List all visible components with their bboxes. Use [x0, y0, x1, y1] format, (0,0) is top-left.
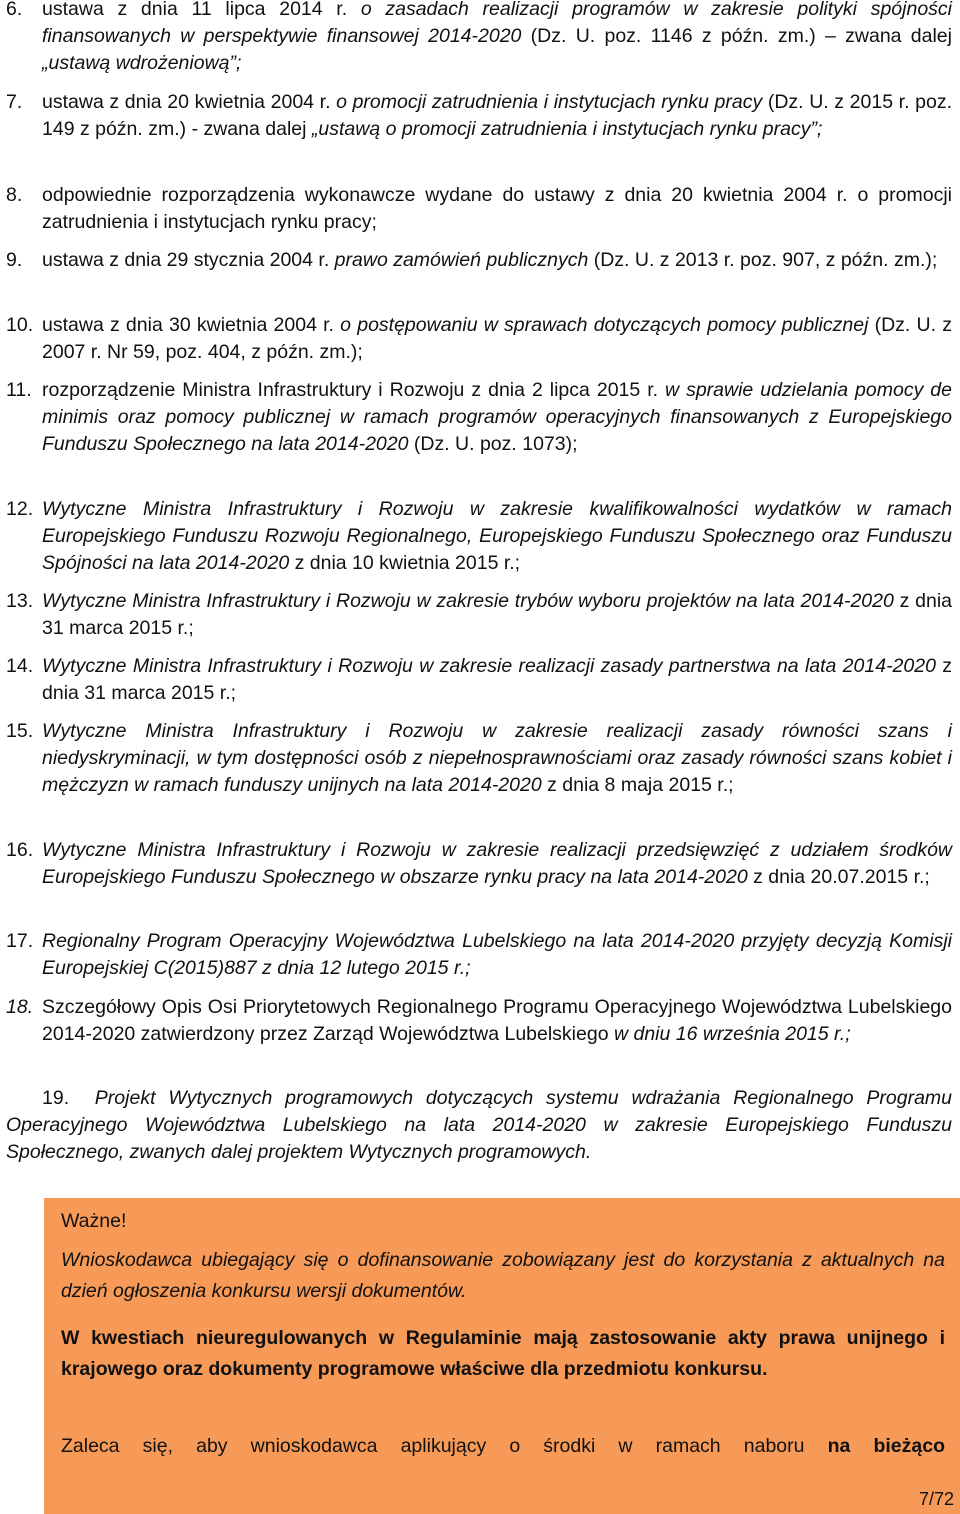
- list-item-6: [0, 0, 952, 77]
- list-text: ustawa z dnia 20 kwietnia 2004 r. o promocji zatrudnienia i instytucjach rynku pracy (Dz. U. z 2015 r. poz. 149 z późn. zm.) - zwana dalej „ustawą o promocji zatrudnienia i instytucjach rynku pracy”;: [42, 91, 952, 140]
- list-item-8: [0, 182, 952, 236]
- notice-paragraph-2: W kwestiach nieuregulowanych w Regulaminie mają zastosowanie akty prawa unijnego i krajowego oraz dokumenty programowe właściwe dla przedmiotu konkursu.: [61, 1327, 945, 1380]
- list-number: 17.: [6, 930, 34, 952]
- list-number: 14.: [6, 655, 34, 677]
- list-text: ustawa z dnia 11 lipca 2014 r. o zasadach realizacji programów w zakresie polityki spójności finansowanych w perspektywie finansowej 2014-2020 (Dz. U. poz. 1146 z późn. zm.) – zwana dalej „ustawą wdrożeniową”;: [42, 0, 952, 74]
- list-text: Wytyczne Ministra Infrastruktury i Rozwoju w zakresie realizacji zasady partnerstwa na lata 2014-2020 z dnia 31 marca 2015 r.;: [42, 655, 953, 704]
- list-item-14: [0, 653, 952, 707]
- list-number: 10.: [6, 314, 34, 336]
- list-number: 6.: [6, 0, 23, 20]
- page-number: 7/72: [918, 1489, 954, 1509]
- list-item-17: [0, 928, 952, 982]
- list-text: Wytyczne Ministra Infrastruktury i Rozwoju w zakresie realizacji zasady równości szans i niedyskryminacji, w tym dostępności osób z niepełnosprawnościami oraz zasady równości szans kobiet i mężczyzn w ramach funduszy unijnych na lata 2014-2020 z dnia 8 maja 2015 r.;: [42, 720, 952, 796]
- list-text: Szczegółowy Opis Osi Priorytetowych Regionalnego Programu Operacyjnego Województwa Lubelskiego 2014-2020 zatwierdzony przez Zarząd Województwa Lubelskiego w dniu 16 września 2015 r.;: [42, 996, 952, 1045]
- list-text: Wytyczne Ministra Infrastruktury i Rozwoju w zakresie trybów wyboru projektów na lata 2014-2020 z dnia 31 marca 2015 r.;: [42, 590, 952, 639]
- list-text: Regionalny Program Operacyjny Województwa Lubelskiego na lata 2014-2020 przyjęty decyzją Komisji Europejskiej C(2015)887 z dnia 12 lutego 2015 r.;: [42, 930, 952, 979]
- list-item-12: [0, 496, 952, 577]
- list-item-13: [0, 588, 952, 642]
- list-number: 15.: [6, 720, 34, 742]
- list-text: ustawa z dnia 30 kwietnia 2004 r. o postępowaniu w sprawach dotyczących pomocy publicznej (Dz. U. z 2007 r. Nr 59, poz. 404, z późn. zm.);: [42, 314, 953, 363]
- list-number: 12.: [6, 498, 34, 520]
- list-item-18: [0, 994, 952, 1048]
- important-notice-box: [44, 1198, 960, 1514]
- list-item-9: [0, 247, 952, 274]
- notice-paragraph-3: Zaleca się, aby wnioskodawca aplikujący o środki w ramach naboru na bieżąco: [61, 1435, 945, 1457]
- list-item-11: [0, 377, 952, 458]
- list-number: 9.: [6, 249, 23, 271]
- list-text: rozporządzenie Ministra Infrastruktury i Rozwoju z dnia 2 lipca 2015 r. w sprawie udzielania pomocy de minimis oraz pomocy publicznej w ramach programów operacyjnych finansowanych z Europejskiego Funduszu Społecznego na lata 2014-2020 (Dz. U. poz. 1073);: [42, 379, 952, 455]
- list-number: 11.: [6, 379, 32, 401]
- list-number: 8.: [6, 184, 23, 206]
- list-text: ustawa z dnia 29 stycznia 2004 r. prawo zamówień publicznych (Dz. U. z 2013 r. poz. 907, z późn. zm.);: [42, 249, 938, 271]
- list-text: odpowiednie rozporządzenia wykonawcze wydane do ustawy z dnia 20 kwietnia 2004 r. o promocji zatrudnienia i instytucjach rynku pracy;: [42, 184, 952, 233]
- list-item-10: [0, 312, 952, 366]
- list-text: 19. Projekt Wytycznych programowych dotyczących systemu wdrażania Regionalnego Programu Operacyjnego Województwa Lubelskiego na lata 2014-2020 w zakresie Europejskiego Funduszu Społecznego, zwanych dalej projektem Wytycznych programowych.: [6, 1087, 952, 1163]
- list-item-19: [0, 1085, 952, 1166]
- list-item-16: [0, 837, 952, 891]
- list-number: 16.: [6, 839, 34, 861]
- list-item-15: [0, 718, 952, 799]
- notice-paragraph-1: Wnioskodawca ubiegający się o dofinansowanie zobowiązany jest do korzystania z aktualnych na dzień ogłoszenia konkursu wersji dokumentów.: [61, 1249, 945, 1302]
- list-text: Wytyczne Ministra Infrastruktury i Rozwoju w zakresie realizacji przedsięwzięć z udziałem środków Europejskiego Funduszu Społecznego w obszarze rynku pracy na lata 2014-2020 z dnia 20.07.2015 r.;: [42, 839, 952, 888]
- list-number: 13.: [6, 590, 34, 612]
- list-text: Wytyczne Ministra Infrastruktury i Rozwoju w zakresie kwalifikowalności wydatków w ramach Europejskiego Funduszu Rozwoju Regionalnego, Europejskiego Funduszu Społecznego oraz Funduszu Spójności na lata 2014-2020 z dnia 10 kwietnia 2015 r.;: [42, 498, 952, 574]
- notice-heading: Ważne!: [61, 1210, 127, 1232]
- list-number: 19.: [42, 1087, 70, 1109]
- list-number: 7.: [6, 91, 23, 113]
- list-item-7: [0, 89, 952, 143]
- list-number: 18.: [6, 996, 34, 1018]
